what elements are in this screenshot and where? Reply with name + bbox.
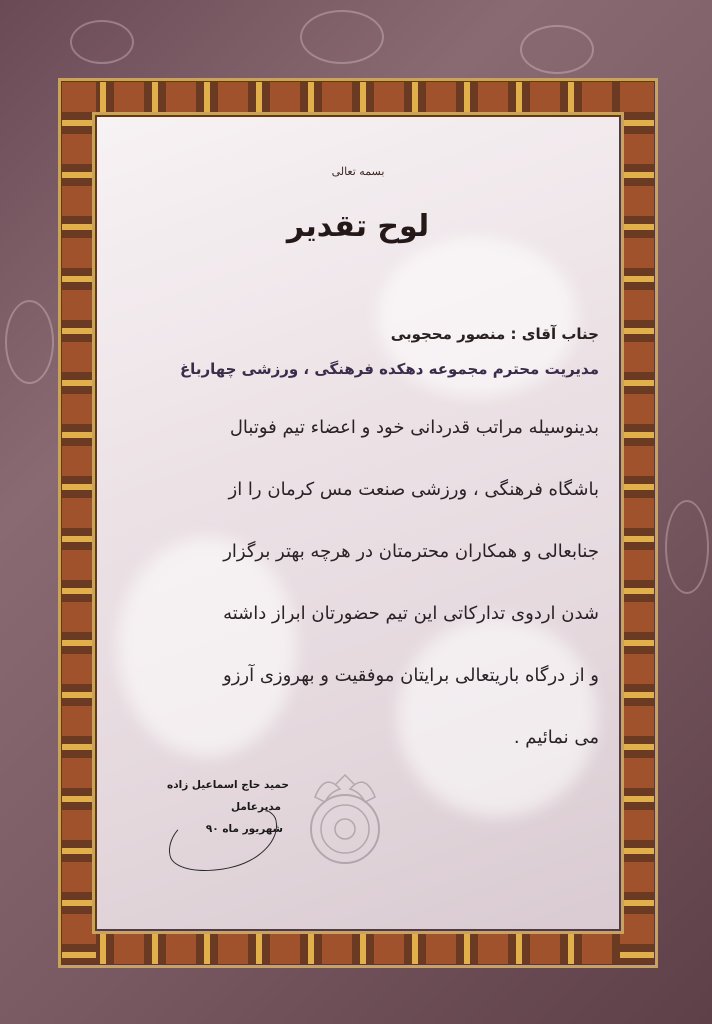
body-line-2: باشگاه فرهنگی ، ورزشی صنعت مس کرمان را از xyxy=(228,479,599,500)
background-swirl xyxy=(520,25,594,74)
body-line-6: می نمائیم . xyxy=(513,727,599,748)
body-line-4: شدن اردوی تدارکاتی این تیم حضورتان ابراز داشته xyxy=(223,603,599,624)
recipient-name: جناب آقای : منصور محجوبی xyxy=(390,325,599,343)
signer-role: مدیرعامل xyxy=(230,801,281,813)
background-swirl xyxy=(665,500,709,594)
club-seal-emblem xyxy=(295,767,395,872)
certificate-paper xyxy=(97,117,619,929)
certificate-title: لوح تقدیر xyxy=(286,209,430,244)
signature-date: شهریور ماه ۹۰ xyxy=(205,823,283,835)
background-swirl xyxy=(5,300,54,384)
basmala: بسمه تعالی xyxy=(331,165,385,178)
body-line-5: و از درگاه باریتعالی برایتان موفقیت و بهروزی آرزو xyxy=(223,665,599,686)
signer-name: حمید حاج اسماعیل زاده xyxy=(167,779,289,791)
background-swirl xyxy=(70,20,134,64)
body-line-1: بدینوسیله مراتب قدردانی خود و اعضاء تیم فوتبال xyxy=(229,417,599,438)
body-line-3: جنابعالی و همکاران محترمتان در هرچه بهتر برگزار xyxy=(223,541,599,562)
recipient-position: مدیریت محترم مجموعه دهکده فرهنگی ، ورزشی چهارباغ xyxy=(179,360,599,378)
background-swirl xyxy=(300,10,384,64)
